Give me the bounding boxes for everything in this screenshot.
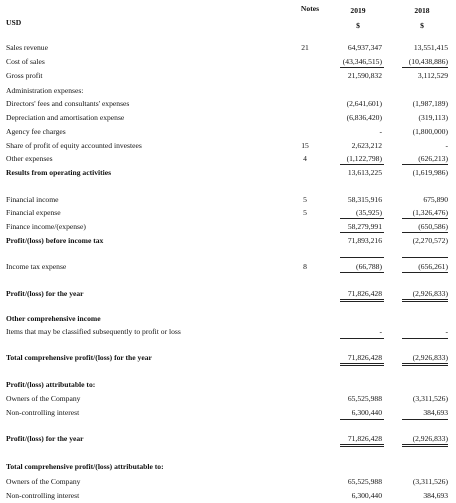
value-2018: (3,311,526) — [412, 477, 448, 486]
value-2019: - — [379, 127, 382, 136]
year-2018-header: 2018 — [414, 6, 430, 15]
value-2019: (6,836,420) — [346, 113, 382, 122]
row-note: 8 — [303, 262, 307, 271]
value-2018: (1,619,986) — [412, 168, 448, 177]
value-2019: 58,315,916 — [347, 195, 382, 204]
row-note: 4 — [303, 154, 307, 163]
row-label: Other expenses — [6, 154, 53, 163]
row-label: Non-controlling interest — [6, 491, 80, 500]
value-2018: (2,270,572) — [412, 236, 448, 245]
row-label: Gross profit — [6, 71, 43, 80]
subtotal-rule — [340, 338, 384, 339]
total-rule — [340, 363, 384, 366]
row-label: Financial expense — [6, 208, 61, 217]
value-2019: 71,826,428 — [347, 434, 382, 443]
value-2018: (319,113) — [418, 113, 448, 122]
value-2018: (2,926,833) — [412, 289, 448, 298]
value-2019: (43,346,515) — [342, 57, 382, 66]
subtotal-rule — [402, 338, 448, 339]
subtotal-rule — [402, 232, 448, 233]
section-label: Other comprehensive income — [6, 314, 101, 323]
subtotal-rule — [340, 218, 384, 219]
row-label: Results from operating activities — [6, 168, 112, 177]
unit-2019: $ — [356, 21, 360, 30]
value-2019: 13,613,225 — [347, 168, 382, 177]
value-2018: (3,311,526) — [412, 394, 448, 403]
value-2019: (35,925) — [356, 208, 382, 217]
value-2018: (626,213) — [418, 154, 448, 163]
value-2019: 64,937,347 — [347, 43, 382, 52]
value-2019: 65,525,988 — [347, 477, 382, 486]
row-note: 5 — [303, 195, 307, 204]
subtotal-rule — [402, 67, 448, 68]
subtotal-rule — [340, 232, 384, 233]
row-label: Financial income — [6, 195, 59, 204]
total-rule — [402, 363, 448, 366]
unit-2018: $ — [420, 21, 424, 30]
total-rule — [402, 299, 448, 302]
section-label: Total comprehensive profit/(loss) attributable to: — [6, 462, 164, 471]
subtotal-rule — [402, 218, 448, 219]
value-2019: 6,300,440 — [351, 408, 382, 417]
row-label: Directors' fees and consultants' expenses — [6, 99, 130, 108]
row-label: Depreciation and amortisation expense — [6, 113, 125, 122]
value-2018: - — [445, 327, 448, 336]
row-note: 5 — [303, 208, 307, 217]
row-label: Owners of the Company — [6, 477, 81, 486]
value-2019: 21,590,832 — [347, 71, 382, 80]
notes-header: Notes — [300, 4, 320, 13]
total-rule — [340, 444, 384, 447]
value-2019: 65,525,988 — [347, 394, 382, 403]
value-2018: (2,926,833) — [412, 434, 448, 443]
value-2018: 384,693 — [423, 408, 448, 417]
value-2019: 58,279,991 — [347, 222, 382, 231]
section-label: Administration expenses: — [6, 86, 84, 95]
value-2018: 3,112,529 — [417, 71, 448, 80]
subtotal-rule — [402, 272, 448, 273]
value-2019: 2,623,212 — [351, 141, 382, 150]
row-label: Sales revenue — [6, 43, 48, 52]
value-2019: 71,826,428 — [347, 289, 382, 298]
row-note: 15 — [301, 141, 309, 150]
row-note: 21 — [301, 43, 309, 52]
row-label: Owners of the Company — [6, 394, 81, 403]
subtotal-rule — [402, 257, 448, 258]
value-2019: 71,826,428 — [347, 353, 382, 362]
value-2019: - — [379, 327, 382, 336]
row-label: Finance income/(expense) — [6, 222, 86, 231]
value-2018: (1,800,000) — [412, 127, 448, 136]
total-rule — [340, 299, 384, 302]
value-2018: (2,926,833) — [412, 353, 448, 362]
value-2019: 71,893,216 — [347, 236, 382, 245]
row-label: Share of profit of equity accounted investees — [6, 141, 142, 150]
subtotal-rule — [340, 67, 384, 68]
value-2018: - — [445, 141, 448, 150]
value-2018: (1,987,189) — [412, 99, 448, 108]
subtotal-rule — [340, 272, 384, 273]
row-label: Profit/(loss) for the year — [6, 289, 84, 298]
value-2018: (650,586) — [418, 222, 448, 231]
value-2018: (1,326,476) — [412, 208, 448, 217]
row-label: Profit/(loss) before income tax — [6, 236, 104, 245]
currency-label: USD — [6, 18, 22, 27]
value-2019: (1,122,798) — [346, 154, 382, 163]
value-2018: (656,261) — [418, 262, 448, 271]
value-2018: (10,438,886) — [408, 57, 448, 66]
value-2019: 6,300,440 — [351, 491, 382, 500]
row-label: Agency fee charges — [6, 127, 66, 136]
value-2019: (66,788) — [356, 262, 382, 271]
section-label: Profit/(loss) attributable to: — [6, 380, 96, 389]
row-label: Non-controlling interest — [6, 408, 80, 417]
subtotal-rule — [340, 164, 384, 165]
row-label: Profit/(loss) for the year — [6, 434, 84, 443]
value-2018: 13,551,415 — [413, 43, 448, 52]
subtotal-rule — [402, 164, 448, 165]
row-label: Items that may be classified subsequently to profit or loss — [6, 327, 181, 336]
subtotal-rule — [340, 257, 384, 258]
value-2018: 675,890 — [423, 195, 448, 204]
value-2018: 384,693 — [423, 491, 448, 500]
subtotal-rule — [402, 419, 448, 420]
subtotal-rule — [340, 419, 384, 420]
value-2019: (2,641,601) — [346, 99, 382, 108]
row-label: Total comprehensive profit/(loss) for the year — [6, 353, 152, 362]
total-rule — [402, 444, 448, 447]
year-2019-header: 2019 — [350, 6, 366, 15]
row-label: Income tax expense — [6, 262, 67, 271]
row-label: Cost of sales — [6, 57, 45, 66]
